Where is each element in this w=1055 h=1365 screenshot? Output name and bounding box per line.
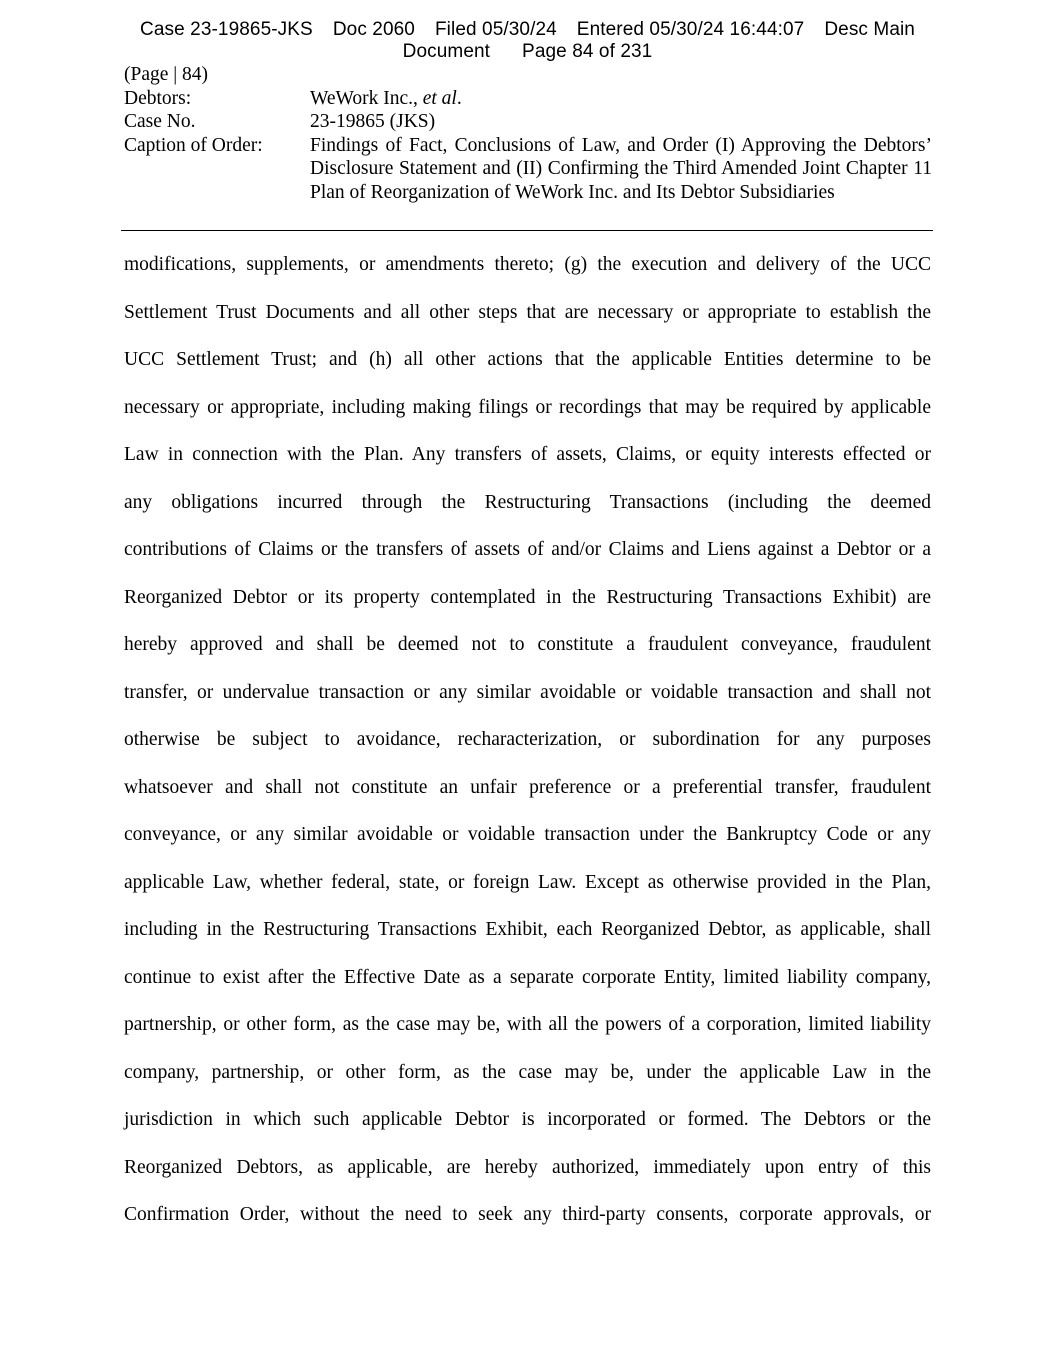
stamp-case-number: Case 23-19865-JKS xyxy=(140,19,313,40)
body-line: Law in connection with the Plan. Any transfers of assets, Claims, or equity interests effected or xyxy=(124,444,931,465)
body-line: including in the Restructuring Transactions Exhibit, each Reorganized Debtor, as applicable, shall xyxy=(124,919,931,940)
body-line: whatsoever and shall not constitute an unfair preference or a preferential transfer, fraudulent xyxy=(124,776,931,798)
body-line: Confirmation Order, without the need to seek any third-party consents, corporate approvals, or xyxy=(124,1204,931,1225)
debtors-name: WeWork Inc., xyxy=(310,87,423,109)
stamp-document-label: Document xyxy=(402,41,491,62)
body-line: modifications, supplements, or amendments thereto; (g) the execution and delivery of the UCC xyxy=(124,254,931,275)
court-filing-stamp xyxy=(0,19,1055,63)
case-number-label: Case No. xyxy=(124,111,196,133)
case-number-value: 23-19865 (JKS) xyxy=(310,111,436,133)
body-line: contributions of Claims or the transfers of assets of and/or Claims and Liens against a Debtor or a xyxy=(124,539,931,560)
body-line: partnership, or other form, as the case may be, with all the powers of a corporation, limited liability xyxy=(124,1014,931,1035)
body-line: applicable Law, whether federal, state, or foreign Law. Except as otherwise provided in the Plan, xyxy=(124,871,931,893)
body-line: UCC Settlement Trust; and (h) all other actions that the applicable Entities determine to be xyxy=(124,349,931,370)
order-caption xyxy=(124,63,932,205)
stamp-filed-date: Filed 05/30/24 xyxy=(434,19,557,40)
caption-order-row xyxy=(124,134,932,205)
caption-of-order-value: Findings of Fact, Conclusions of Law, and Order (I) Approving the Debtors’ Disclosure Statement and (II) Confirming the Third Amended Joint Chapter 11 Plan of Reorganization of WeWork Inc. and Its Debtor Subsidiaries xyxy=(310,134,932,203)
caption-of-order-label: Caption of Order: xyxy=(124,134,263,156)
stamp-doc-number: Doc 2060 xyxy=(332,19,415,40)
body-line: otherwise be subject to avoidance, recharacterization, or subordination for any purposes xyxy=(124,729,931,750)
body-line: Reorganized Debtor or its property contemplated in the Restructuring Transactions Exhibit) are xyxy=(124,586,931,608)
stamp-line-2 xyxy=(0,41,1055,63)
body-line: transfer, or undervalue transaction or any similar avoidable or voidable transaction and shall not xyxy=(124,681,931,703)
stamp-entered-date: Entered 05/30/24 16:44:07 xyxy=(576,19,805,40)
stamp-description: Desc Main xyxy=(824,19,915,40)
body-line: company, partnership, or other form, as the case may be, under the applicable Law in the xyxy=(124,1061,931,1083)
stamp-line-1 xyxy=(0,19,1055,41)
debtors-value xyxy=(310,87,932,111)
body-line: continue to exist after the Effective Date as a separate corporate Entity, limited liability company, xyxy=(124,966,931,988)
stamp-page-count: Page 84 of 231 xyxy=(522,41,653,62)
body-line: necessary or appropriate, including making filings or recordings that may be required by applicable xyxy=(124,396,931,418)
debtors-label: Debtors: xyxy=(124,87,192,109)
body-paragraph xyxy=(124,241,931,1239)
caption-divider xyxy=(121,230,933,231)
body-line: any obligations incurred through the Restructuring Transactions (including the deemed xyxy=(124,491,931,513)
page-reference: (Page | 84) xyxy=(124,64,209,85)
caption-page-row xyxy=(124,63,932,87)
caption-debtors-row xyxy=(124,87,932,111)
body-line: Reorganized Debtors, as applicable, are hereby authorized, immediately upon entry of this xyxy=(124,1156,931,1178)
caption-case-row xyxy=(124,110,932,134)
body-line: conveyance, or any similar avoidable or voidable transaction under the Bankruptcy Code or any xyxy=(124,824,931,845)
body-line: Settlement Trust Documents and all other steps that are necessary or appropriate to establish the xyxy=(124,301,931,323)
debtors-et-al: et al xyxy=(422,87,457,109)
body-line: hereby approved and shall be deemed not to constitute a fraudulent conveyance, fraudulent xyxy=(124,634,931,655)
debtors-period: . xyxy=(456,87,462,109)
body-line: jurisdiction in which such applicable Debtor is incorporated or formed. The Debtors or the xyxy=(124,1109,931,1130)
